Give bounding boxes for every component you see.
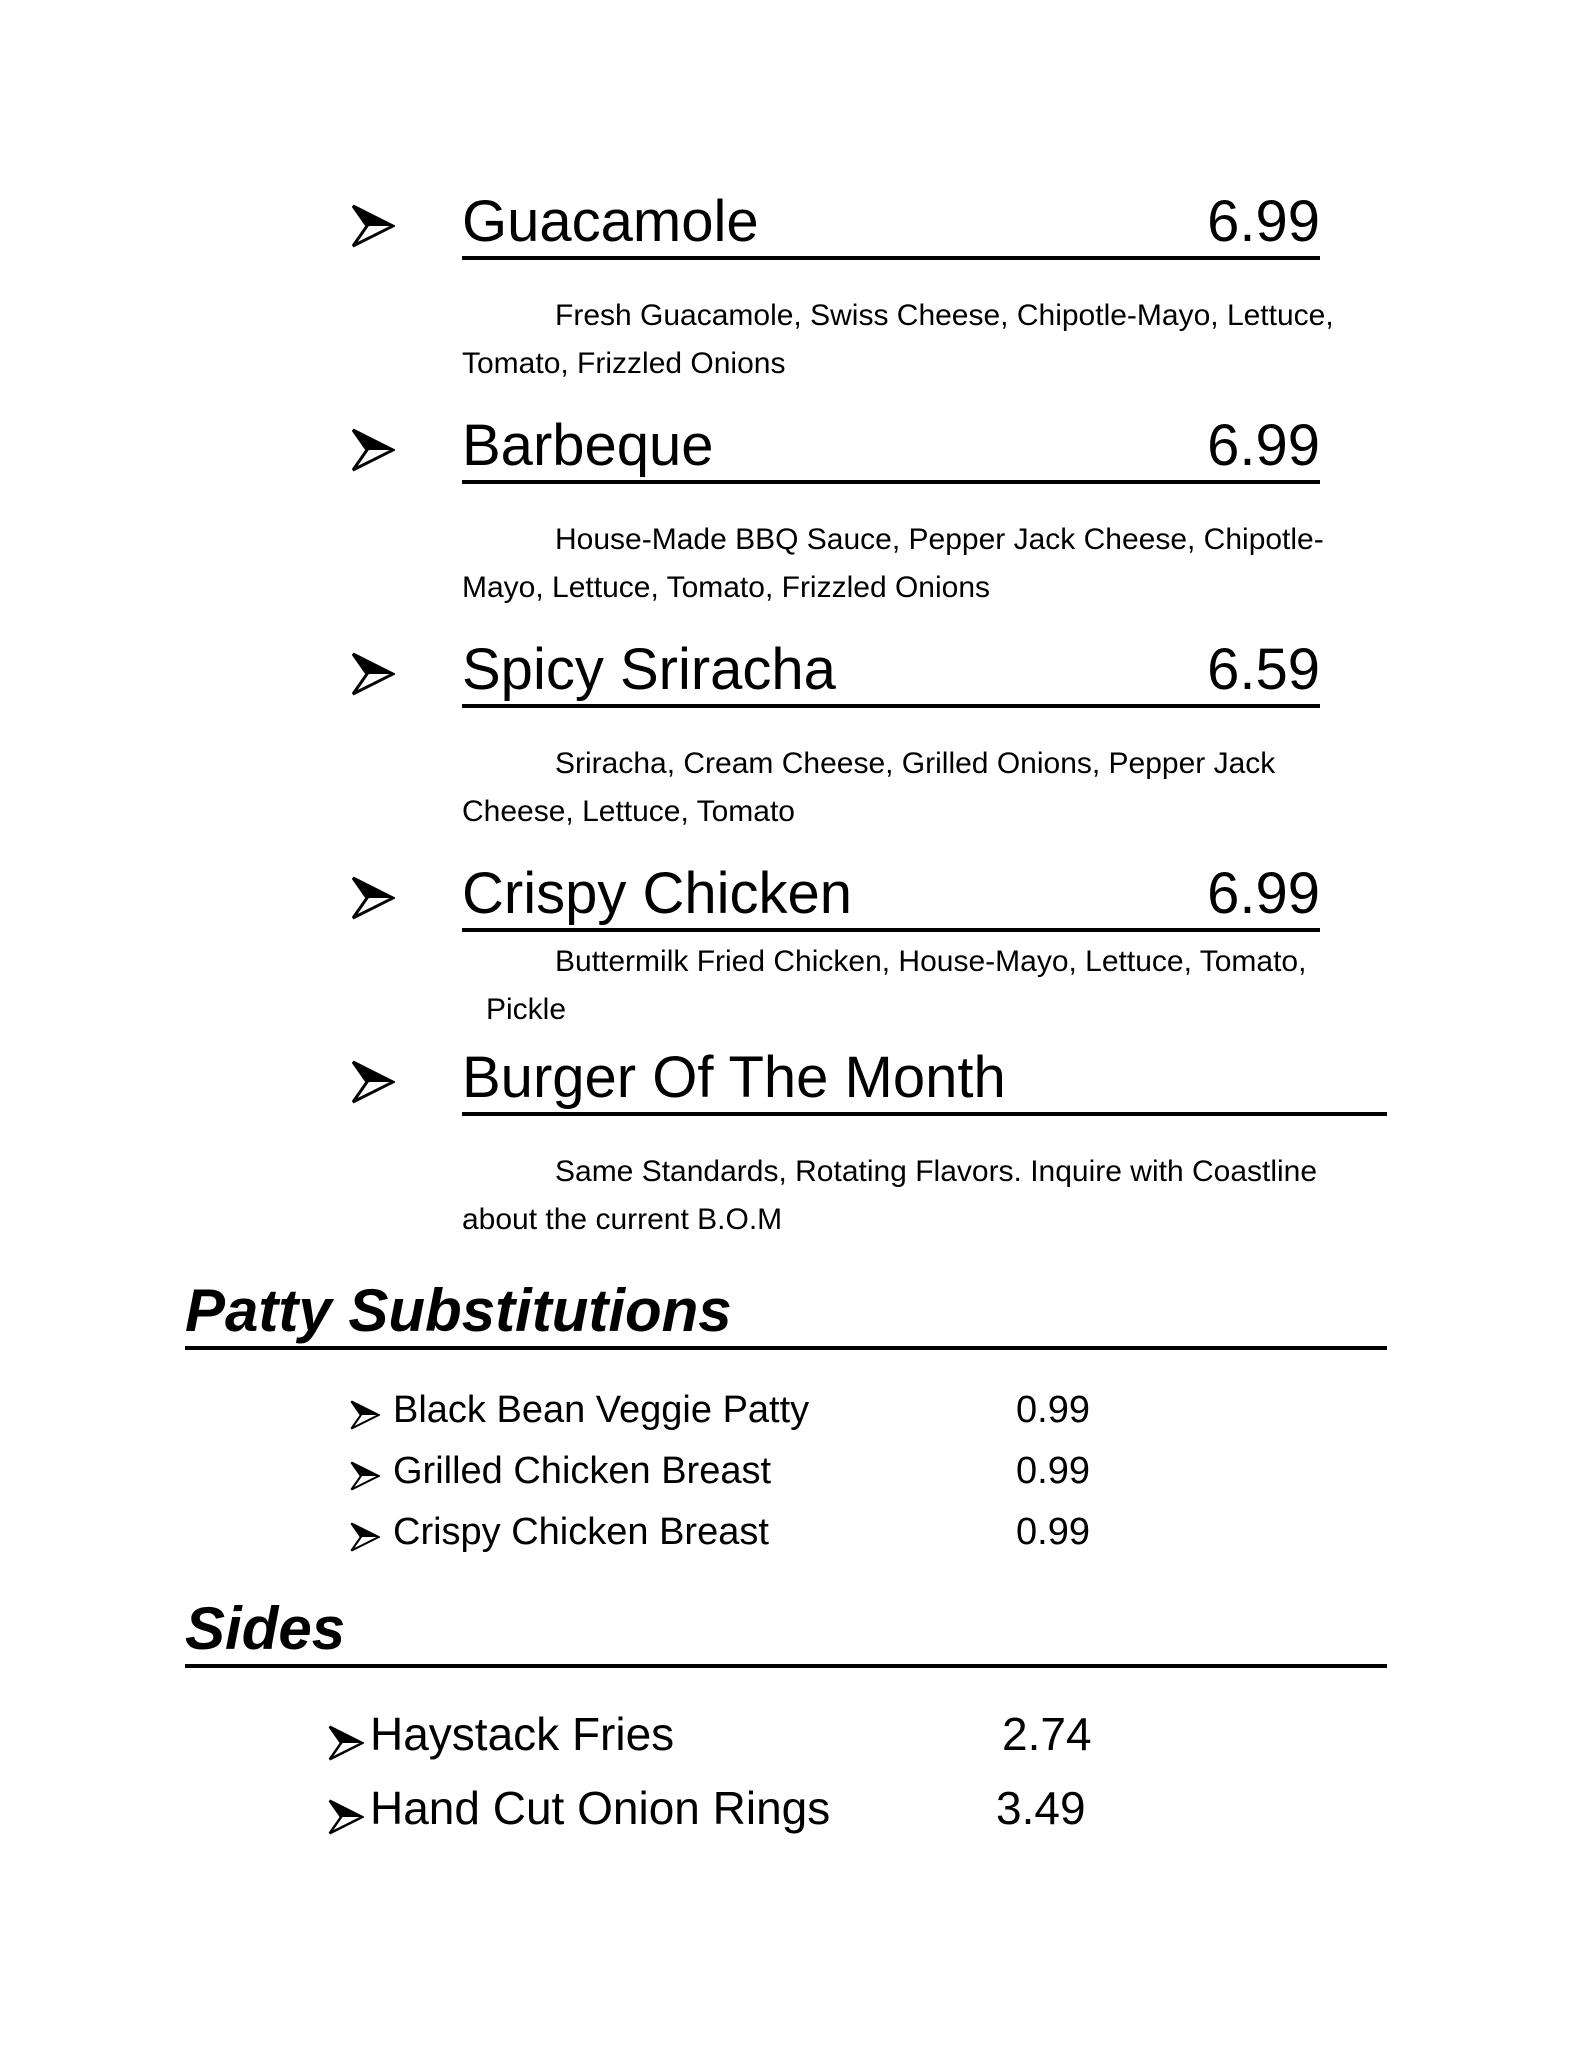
desc-line: Pickle xyxy=(486,993,567,1026)
arrowhead-bullet-icon xyxy=(351,652,395,701)
desc-line: Buttermilk Fried Chicken, House-Mayo, Lettuce, Tomato, xyxy=(555,945,1307,978)
desc-line: Sriracha, Cream Cheese, Grilled Onions, Pepper Jack xyxy=(555,747,1276,780)
arrowhead-bullet-icon xyxy=(351,876,395,925)
item-description xyxy=(462,740,1397,836)
item-price: 2.74 xyxy=(1002,1708,1092,1760)
item-heading xyxy=(462,190,1320,260)
item-heading xyxy=(462,638,1320,708)
arrowhead-bullet-icon xyxy=(350,1394,380,1442)
desc-line: House-Made BBQ Sauce, Pepper Jack Cheese, Chipotle- xyxy=(555,523,1324,556)
item-heading xyxy=(462,862,1320,932)
item-name: Black Bean Veggie Patty xyxy=(393,1389,810,1431)
item-price: 6.99 xyxy=(1207,189,1320,254)
item-description xyxy=(462,516,1397,612)
arrowhead-bullet-icon xyxy=(351,428,395,477)
section-title-patty-substitutions xyxy=(185,1272,1387,1350)
item-name: Spicy Sriracha xyxy=(462,637,836,702)
item-name: Barbeque xyxy=(462,413,714,478)
arrowhead-bullet-icon xyxy=(351,1060,395,1109)
item-description xyxy=(462,1148,1397,1244)
item-price: 0.99 xyxy=(1016,1450,1090,1492)
item-name: Haystack Fries xyxy=(370,1708,675,1760)
desc-line: about the current B.O.M xyxy=(462,1203,783,1236)
desc-line: Mayo, Lettuce, Tomato, Frizzled Onions xyxy=(462,571,991,604)
arrowhead-bullet-icon xyxy=(351,204,395,253)
desc-line: Same Standards, Rotating Flavors. Inquire with Coastline xyxy=(555,1155,1318,1188)
item-name: Guacamole xyxy=(462,189,759,254)
item-price: 0.99 xyxy=(1016,1389,1090,1431)
item-price: 3.49 xyxy=(996,1782,1086,1834)
item-name: Crispy Chicken Breast xyxy=(393,1511,769,1553)
item-name: Burger Of The Month xyxy=(462,1045,1006,1110)
arrowhead-bullet-icon xyxy=(328,1791,364,1847)
section-title-text: Sides xyxy=(185,1595,346,1662)
item-heading xyxy=(462,414,1320,484)
arrowhead-bullet-icon xyxy=(328,1717,364,1773)
item-price: 0.99 xyxy=(1016,1511,1090,1553)
item-name: Grilled Chicken Breast xyxy=(393,1450,772,1492)
desc-line: Cheese, Lettuce, Tomato xyxy=(462,795,795,828)
item-price: 6.59 xyxy=(1207,637,1320,702)
desc-line: Tomato, Frizzled Onions xyxy=(462,347,786,380)
item-price: 6.99 xyxy=(1207,413,1320,478)
arrowhead-bullet-icon xyxy=(350,1516,380,1564)
arrowhead-bullet-icon xyxy=(350,1455,380,1503)
item-name: Hand Cut Onion Rings xyxy=(370,1782,831,1834)
item-description xyxy=(462,292,1397,388)
desc-line: Fresh Guacamole, Swiss Cheese, Chipotle-Mayo, Lettuce, xyxy=(555,299,1334,332)
item-price: 6.99 xyxy=(1207,861,1320,926)
section-title-text: Patty Substitutions xyxy=(185,1277,732,1344)
item-name: Crispy Chicken xyxy=(462,861,852,926)
section-title-sides xyxy=(185,1590,1387,1668)
item-heading xyxy=(462,1046,1387,1116)
item-description xyxy=(462,938,1397,1034)
